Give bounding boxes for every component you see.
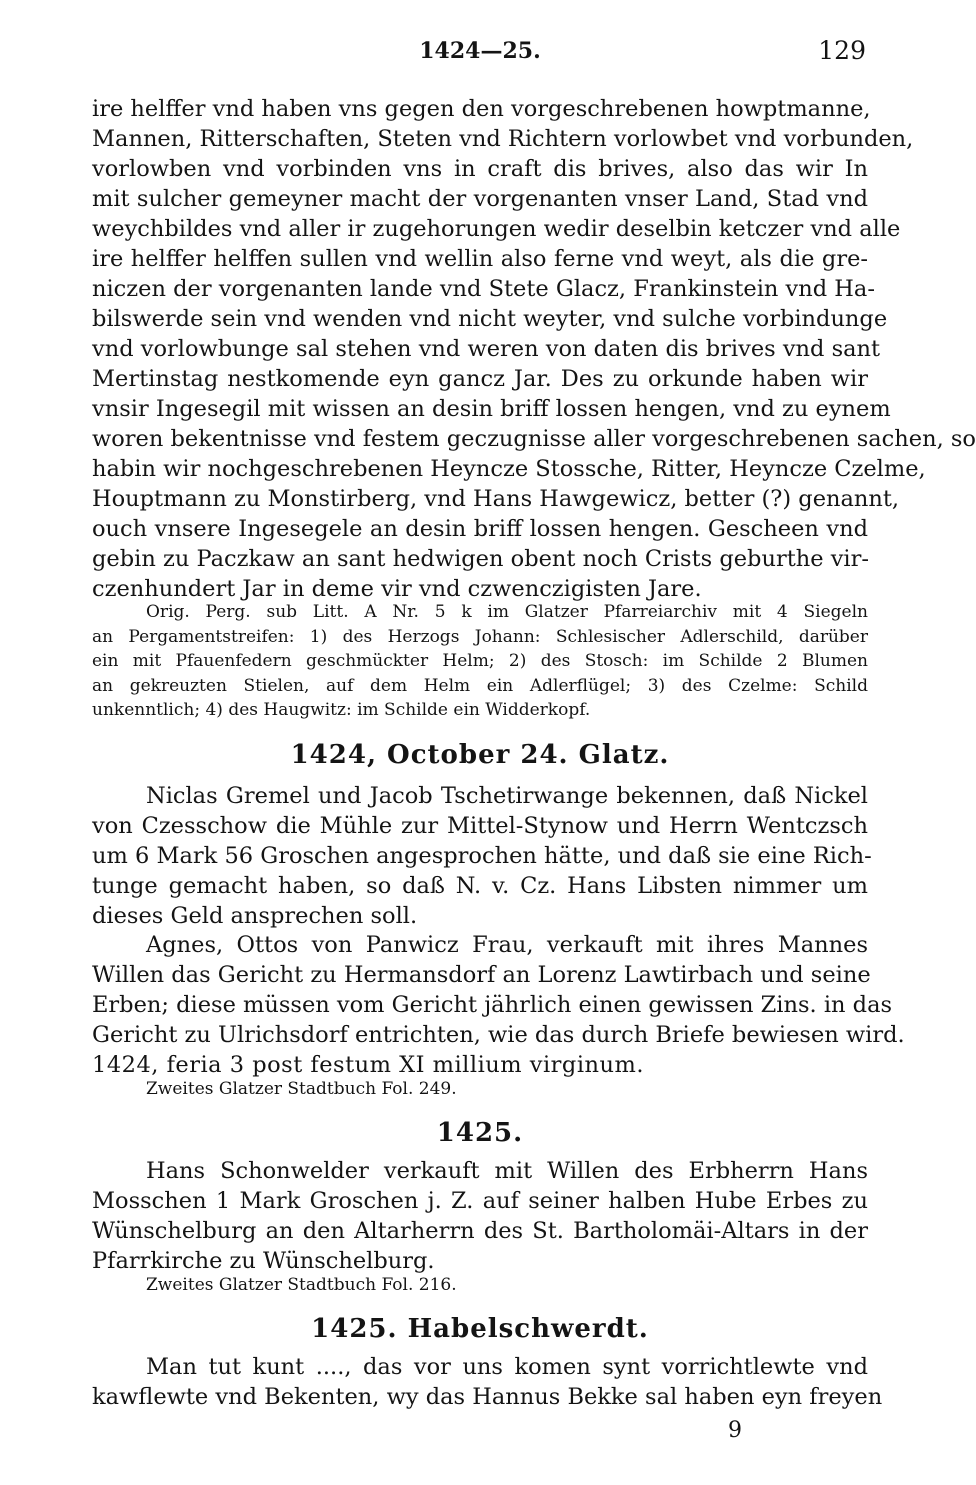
source-note-line: Zweites Glatzer Stadtbuch Fol. 249. [146,1079,457,1099]
source-note-line: an Pergamentstreifen: 1) des Herzogs Johann: Schlesischer Adlerschild, darüber [92,626,868,647]
text-line: niczen der vorgenanten lande vnd Stete Glacz, Frankinstein vnd Ha- [92,276,875,302]
signature-mark-text: 9 [728,1418,742,1443]
source-note-line: unkenntlich; 4) des Haugwitz: im Schilde ein Widderkopf. [92,700,591,720]
text-line: Mertinstag nestkomende eyn gancz Jar. Des zu orkunde haben wir [92,366,868,392]
text-line: dieses Geld ansprechen soll. [92,903,418,929]
entry-heading: 1424, October 24. Glatz. [290,740,670,770]
entry-text [92,930,905,1080]
entry-heading: 1425. Habelschwerdt. [311,1314,649,1344]
document-text-continued [92,94,976,604]
text-line: ouch vnsere Ingesegele an desin briff lossen hengen. Gescheen vnd [92,516,868,542]
entry-text [92,781,872,931]
text-line: Hans Schonwelder verkauft mit Willen des Erbherrn Hans [146,1158,868,1184]
text-line: Mosschen 1 Mark Groschen j. Z. auf seiner halben Hube Erbes zu [92,1188,868,1214]
source-note [92,1077,868,1102]
text-line: ire helffer helffen sullen vnd wellin also ferne vnd weyt, als die gre- [92,246,868,272]
text-line: Gericht zu Ulrichsdorf entrichten, wie das durch Briefe bewiesen wird. [92,1022,905,1048]
text-line: gebin zu Paczkaw an sant hedwigen obent noch Crists geburthe vir- [92,546,869,572]
text-line: Agnes, Ottos von Panwicz Frau, verkauft mit ihres Mannes [146,932,868,958]
page-number: 129 [818,36,866,65]
source-note-original-charter [92,600,868,723]
text-line: um 6 Mark 56 Groschen angesprochen hätte, und daß sie eine Rich- [92,843,872,869]
text-line: Man tut kunt ...., das vor uns komen synt vorrichtlewte vnd [146,1354,868,1380]
text-line: Willen das Gericht zu Hermansdorf an Lorenz Lawtirbach und seine [92,962,871,988]
text-line: vorlowben vnd vorbinden vns in craft dis brives, also das wir In [92,156,868,182]
text-line: Wünschelburg an den Altarherrn des St. Bartholomäi-Altars in der [92,1218,868,1244]
source-note-line: Orig. Perg. sub Litt. A Nr. 5 k im Glatzer Pfarreiarchiv mit 4 Siegeln [146,602,868,622]
text-line: vnsir Ingesegil mit wissen an desin briff lossen hengen, vnd zu eynem [92,396,891,422]
entry-text [92,1156,868,1276]
source-note-line: an gekreuzten Stielen, auf dem Helm ein Adlerflügel; 3) des Czelme: Schild [92,675,868,696]
running-header-title: 1424—25. [419,38,541,64]
signature-mark [0,1418,960,1443]
text-line: habin wir nochgeschrebenen Heyncze Stossche, Ritter, Heyncze Czelme, [92,456,926,482]
text-line: weychbildes vnd aller ir zugehorungen wedir deselbin ketczer vnd alle [92,216,901,242]
source-note-line: ein mit Pfauenfedern geschmückter Helm; 2) des Stosch: im Schilde 2 Blumen [92,651,868,671]
entry-heading: 1425. [436,1118,524,1148]
text-line: mit sulcher gemeyner macht der vorgenanten vnser Land, Stad vnd [92,186,868,212]
text-line: Erben; diese müssen vom Gericht jährlich einen gewissen Zins. in das [92,992,893,1018]
text-line: woren bekentnisse vnd festem geczugnisse aller vorgeschrebenen sachen, so [92,426,976,452]
entry-text [92,1352,883,1412]
text-line: Houptmann zu Monstirberg, vnd Hans Hawgewicz, better (?) genannt, [92,486,900,512]
text-line: von Czesschow die Mühle zur Mittel-Stynow und Herrn Wentczsch [92,813,868,839]
text-line: vnd vorlowbunge sal stehen vnd weren von daten dis brives vnd sant [92,336,881,362]
text-line: tunge gemacht haben, so daß N. v. Cz. Hans Libsten nimmer um [92,873,868,899]
text-line: Mannen, Ritterschaften, Steten vnd Richtern vorlowbet vnd vorbunden, [92,126,914,152]
text-line: Pfarrkirche zu Wünschelburg. [92,1248,435,1274]
source-note-line: Zweites Glatzer Stadtbuch Fol. 216. [146,1275,457,1295]
text-line: Niclas Gremel und Jacob Tschetirwange bekennen, daß Nickel [146,783,868,809]
text-line: czenhundert Jar in deme vir vnd czwenczigisten Jare. [92,576,702,602]
entry-date-line: 1424, feria 3 post festum XI millium virginum. [92,1052,644,1078]
text-line: kawflewte vnd Bekenten, wy das Hannus Bekke sal haben eyn freyen [92,1384,883,1410]
source-note [92,1273,868,1298]
text-line: bilswerde sein vnd wenden vnd nicht weyter, vnd sulche vorbindunge [92,306,888,332]
text-line: ire helffer vnd haben vns gegen den vorgeschrebenen howptmanne, [92,96,871,122]
